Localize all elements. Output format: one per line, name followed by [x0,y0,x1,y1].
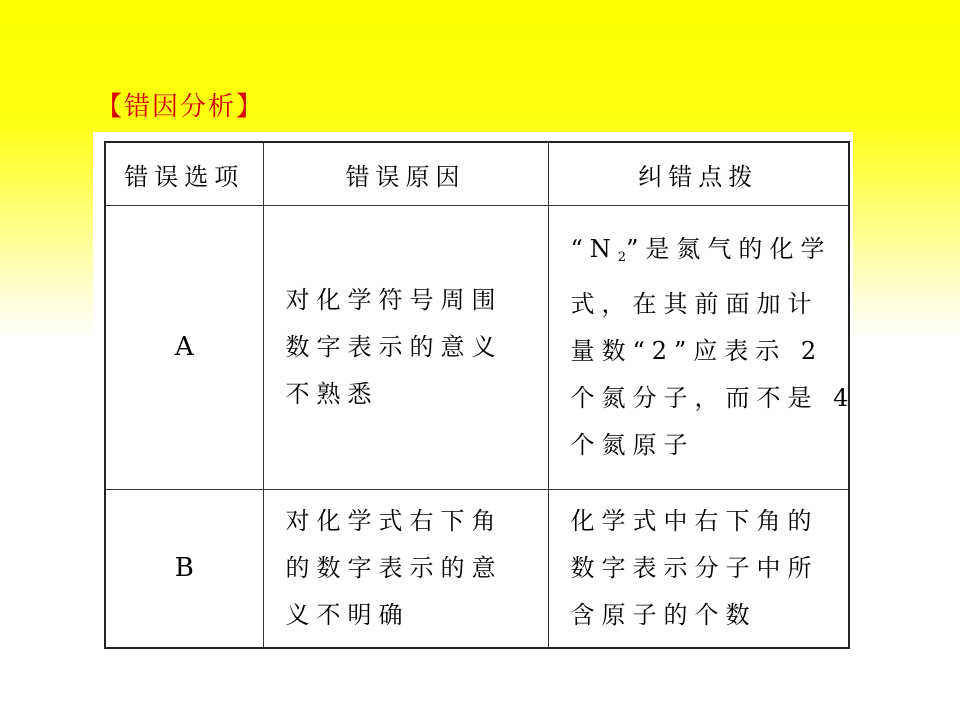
tip-line: 含原子的个数 [570,600,757,629]
reason-line: 对化学式右下角 [285,506,503,535]
tip-cell [548,206,856,490]
reason-line: 不熟悉 [285,380,379,408]
tip-line: 个氮分子，而不是 4 [570,384,856,412]
tip-line: 数字表示分子中所 [570,553,819,582]
table-header-row [105,142,849,206]
error-analysis-table [104,141,856,649]
header-error-reason: 错误原因 [263,142,548,206]
option-cell: B [105,490,263,648]
section-heading: 【错因分析】 [96,92,265,122]
tip-line-rest: ”是氮气的化学 [626,235,832,263]
tip-line: 化学式中右下角的 [570,506,819,535]
tip-formula-prefix: “N [570,235,618,263]
tip-line: 量数“2”应表示 2 [570,337,824,365]
table-row [105,206,849,490]
header-error-option: 错误选项 [105,142,263,206]
tip-formula-subscript: 2 [617,250,627,265]
reason-cell [263,490,548,648]
tip-cell [548,490,849,648]
option-cell: A [105,206,263,490]
table-row [105,490,849,648]
tip-line: 个氮原子 [570,431,695,459]
reason-cell [263,206,548,490]
reason-line: 数字表示的意义 [285,333,503,361]
tip-line [571,226,835,281]
header-correction-tip: 纠错点拨 [548,142,849,206]
tip-line: 式，在其前面加计 [570,290,819,318]
reason-line: 义不明确 [285,600,410,629]
reason-line: 的数字表示的意 [285,553,503,582]
reason-line: 对化学符号周围 [285,286,503,314]
